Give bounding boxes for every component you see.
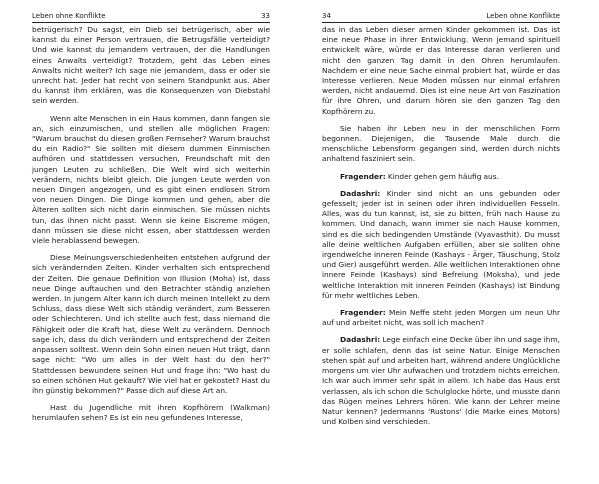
page-number: 33	[261, 12, 270, 20]
dialogue-text: Lege einfach eine Decke über ihn und sage ihm, er solle schlafen, denn das ist seine Natur. Einige Menschen stehen spät auf und arbeiten hart, während andere Unglückliche morgens um vier Uhr aufwachen und trotzdem nichts erreichen. Ich war auch immer sehr spät in allem. Ich habe das Haus erst verlassen, als ich schon die Schulglocke hörte, und musste dann das Rügen meines Lehrers hören. Wie kann der Lehrer meine Natur kennen? Jedermanns 'Rustons' (die Marke eines Motors) und Kolben sind verschieden.	[322, 335, 560, 427]
paragraph: Wenn alte Menschen in ein Haus kommen, dann fangen sie an, sich einzumischen, und stellen alle möglichen Fragen: "Warum brauchst du diesen großen Fernseher? Warum brauchst du ein Radio?" Sie sollten mit diesem dummen Einmischen aufhören und stattdessen versuchen, Freundschaft mit den jungen Leuten zu schließen. Die Welt wird sich weiterhin verändern, nichts bleibt gleich. Die jungen Leute werden von neuen Dingen angezogen, und es gibt einen endlosen Strom von neuen Dingen. Die Dinge kommen und gehen, aber die Älteren sollten sich nicht darin einmischen. Sie müssen nichts tun, das ihnen nicht passt. Wenn sie keine Eiscreme mögen, dann müssen sie diese nicht essen, aber stattdessen werden viele herablassend bewegen.	[32, 113, 270, 246]
running-title: Leben ohne Konflikte	[486, 12, 560, 20]
dialogue-text: Kinder gehen gern häufig aus.	[387, 171, 499, 181]
paragraph: betrügerisch? Du sagst, ein Dieb sei betrügerisch, aber wie kannst du einer Person vertrauen, die Betrugsfälle verteidigt? Und wie kannst du jemandem vertrauen, der die Handlungen eines Anwalts verteidigt? Trotzdem, geht das Leben eines Anwalts nicht weiter? Ich sage nie jemandem, dass er oder sie unrecht hat. Jeder hat recht von seinem Standpunkt aus. Aber du kannst ihm erklären, was die Konsequenzen von Diebstahl sein werden.	[32, 25, 270, 106]
right-page	[300, 0, 599, 484]
dialogue-paragraph	[322, 335, 560, 427]
page-header	[322, 10, 560, 23]
speaker-label: Fragender:	[340, 171, 386, 181]
page-number: 34	[322, 12, 331, 20]
speaker-label: Dadashri:	[340, 188, 381, 198]
paragraph: Hast du Jugendliche mit ihren Kopfhörern (Walkman) herumlaufen sehen? Es ist ein neu gefundenes Interesse,	[32, 403, 270, 423]
paragraph: Diese Meinungsverschiedenheiten entstehen aufgrund der sich verändernden Zeiten. Kinder verhalten sich entsprechend der Zeiten. Die genaue Definition von Illusion (Moha) ist, dass neue Dinge auftauchen und den Betrachter ständig anziehen werden. In jungem Alter kann ich durch meinen Intellekt zu dem Schluss, dass diese Welt sich ständig verändert, zum Besseren oder Schlechteren. Und ich stellte auch fest, dass niemand die Fähigkeit oder die Kraft hat, diese Welt zu verändern. Dennoch sage ich, dass du dich verändern und entsprechend der Zeiten anpassen solltest. Wenn dein Sohn einen neuen Hut trägt, dann sage nicht: "Wo um alles in der Welt hast du den her?" Stattdessen bewundere seinen Hut und frage ihn: "Wo hast du so einen schönen Hut gekauft? Wie viel hat er gekostet? Hast du ihn günstig bekommen?" Passe dich auf diese Art an.	[32, 253, 270, 395]
dialogue-paragraph	[322, 308, 560, 328]
page-header	[32, 10, 270, 23]
speaker-label: Fragender:	[340, 308, 386, 318]
running-title: Leben ohne Konflikte	[32, 12, 106, 20]
speaker-label: Dadashri:	[340, 335, 381, 345]
dialogue-text: Kinder sind nicht an uns gebunden oder gefesselt; jeder ist in seinen oder ihren individuellen Fesseln. Alles, was du tun kannst, ist, sie zu bitten, früh nach Hause zu kommen. Und danach, wann immer sie nach Hause kommen, sind es die sich bedingenden Umstände (Vyavasthit). Du musst alle deine weltlichen Aufgaben erfüllen, aber sie sollten ohne irgendwelche inneren Feinde (Kashays - Ärger, Täuschung, Stolz und Gier) ausgeführt werden. Alle weltlichen Interaktionen ohne innere Feinde (Kashays) sind Befreiung (Moksha), und jede weltliche Interaktion mit inneren Feinden (Kashays) ist Bindung für mehr weltliches Leben.	[322, 188, 560, 300]
page-body	[322, 25, 560, 434]
dialogue-paragraph	[322, 189, 560, 301]
paragraph: das in das Leben dieser armen Kinder gekommen ist. Das ist eine neue Phase in ihrer Entwicklung. Wenn jemand spirituell entwickelt wäre, würde er das Interesse daran verlieren und nicht den ganzen Tag damit in den Ohren herumlaufen. Nachdem er eine neue Sache einmal probiert hat, würde er das Interesse verlieren. Neue Moden müssen nur einmal erfahren werden, nicht andauernd. Dies ist eine neue Art von Faszination für ihre Ohren, und darum hören sie den ganzen Tag den Kopfhörern zu.	[322, 25, 560, 116]
page-body	[32, 25, 270, 431]
dialogue-paragraph	[322, 172, 560, 182]
paragraph: Sie haben ihr Leben neu in der menschlichen Form begonnen. Diejenigen, die Tausende Male durch die menschliche Lebensform gegangen sind, werden durch nichts anhaltend fasziniert sein.	[322, 123, 560, 164]
dialogue-text: Mein Neffe steht jeden Morgen um neun Uhr auf und arbeitet nicht, was soll ich machen?	[322, 308, 560, 328]
